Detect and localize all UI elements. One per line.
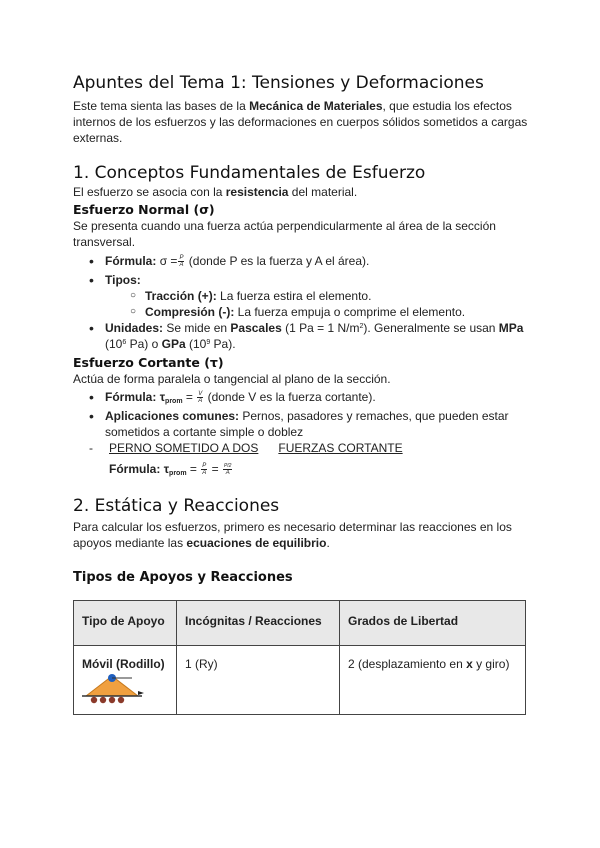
tipos-sublist <box>105 288 528 320</box>
table-cell: 1 (Ry) <box>177 646 340 715</box>
normal-stress-heading: Esfuerzo Normal (σ) <box>73 202 215 217</box>
document-page <box>73 72 528 715</box>
table-cell: Móvil (Rodillo) <box>74 646 177 715</box>
section2-desc: Para calcular los esfuerzos, primero es necesario determinar las reacciones en los apoyos mediante las ecuaciones de equilibrio. <box>73 520 512 550</box>
fraction-p2-a: $\frac{P/2}{A}$ <box>223 463 232 477</box>
col-header: Grados de Libertad <box>340 601 526 646</box>
fraction-v-a: $\frac{V}{A}$ <box>198 391 203 405</box>
col-header: Incógnitas / Reacciones <box>177 601 340 646</box>
list-item: • Tipos: ○ Tracción (+): La fuerza estira el elemento. ○ Compresión (-): La fuerza empuja o comprime el elemento. <box>105 272 528 320</box>
list-item: ○ Tracción (+): La fuerza estira el elemento. <box>145 288 528 304</box>
fraction-p-a: $\frac{P}{A}$ <box>202 463 207 477</box>
col-header: Tipo de Apoyo <box>74 601 177 646</box>
normal-stress-list <box>73 253 528 352</box>
shear-stress-heading: Esfuerzo Cortante (τ) <box>73 355 224 370</box>
table-row <box>74 646 526 715</box>
normal-stress-desc: Se presenta cuando una fuerza actúa perpendicularmente al área de la sección transversal. <box>73 219 496 249</box>
list-item: • Unidades: Se mide en Pascales (1 Pa = 1 $N/m^2$). Generalmente se usan MPa ($10^6$ Pa) o GPa ($10^9$ Pa). <box>105 320 528 352</box>
list-item: • Fórmula: $\tau_{prom}$ = $\frac{V}{A}$ (donde V es la fuerza cortante). <box>105 389 528 405</box>
list-item: • Fórmula: σ = $\frac{P}{A}$ (donde P es la fuerza y A el área). <box>105 253 528 269</box>
list-item: ○ Compresión (-): La fuerza empuja o comprime el elemento. <box>145 304 528 320</box>
perno-item: - PERNO SOMETIDO A DOS FUERZAS CORTANTE <box>73 440 528 456</box>
shear-stress-list <box>73 389 528 440</box>
supports-table <box>73 600 526 715</box>
table-heading: Tipos de Apoyos y Reacciones <box>73 570 293 585</box>
section2-heading: 2. Estática y Reacciones <box>73 496 280 516</box>
list-item: • Aplicaciones comunes: Pernos, pasadores y remaches, que pueden estar sometidos a cortante simple o doblez <box>105 408 528 440</box>
fraction-p-a: $\frac{P}{A}$ <box>179 255 184 269</box>
table-header-row <box>74 601 526 646</box>
roller-support-icon <box>82 674 144 704</box>
table-cell: 2 (desplazamiento en x y giro) <box>340 646 526 715</box>
formula-double-shear: Fórmula: $\tau_{prom}$ = $\frac{P}{A}$ = $\frac{P/2}{A}$ <box>109 462 232 477</box>
page-title: Apuntes del Tema 1: Tensiones y Deformaciones <box>73 73 484 93</box>
section1-intro: El esfuerzo se asocia con la resistencia del material. <box>73 185 358 199</box>
intro-paragraph: Este tema sienta las bases de la Mecánica de Materiales, que estudia los efectos internos de los esfuerzos y las deformaciones en cuerpos sólidos sometidos a cargas externas. <box>73 99 528 145</box>
section1-heading: 1. Conceptos Fundamentales de Esfuerzo <box>73 163 426 183</box>
shear-stress-desc: Actúa de forma paralela o tangencial al plano de la sección. <box>73 372 391 386</box>
